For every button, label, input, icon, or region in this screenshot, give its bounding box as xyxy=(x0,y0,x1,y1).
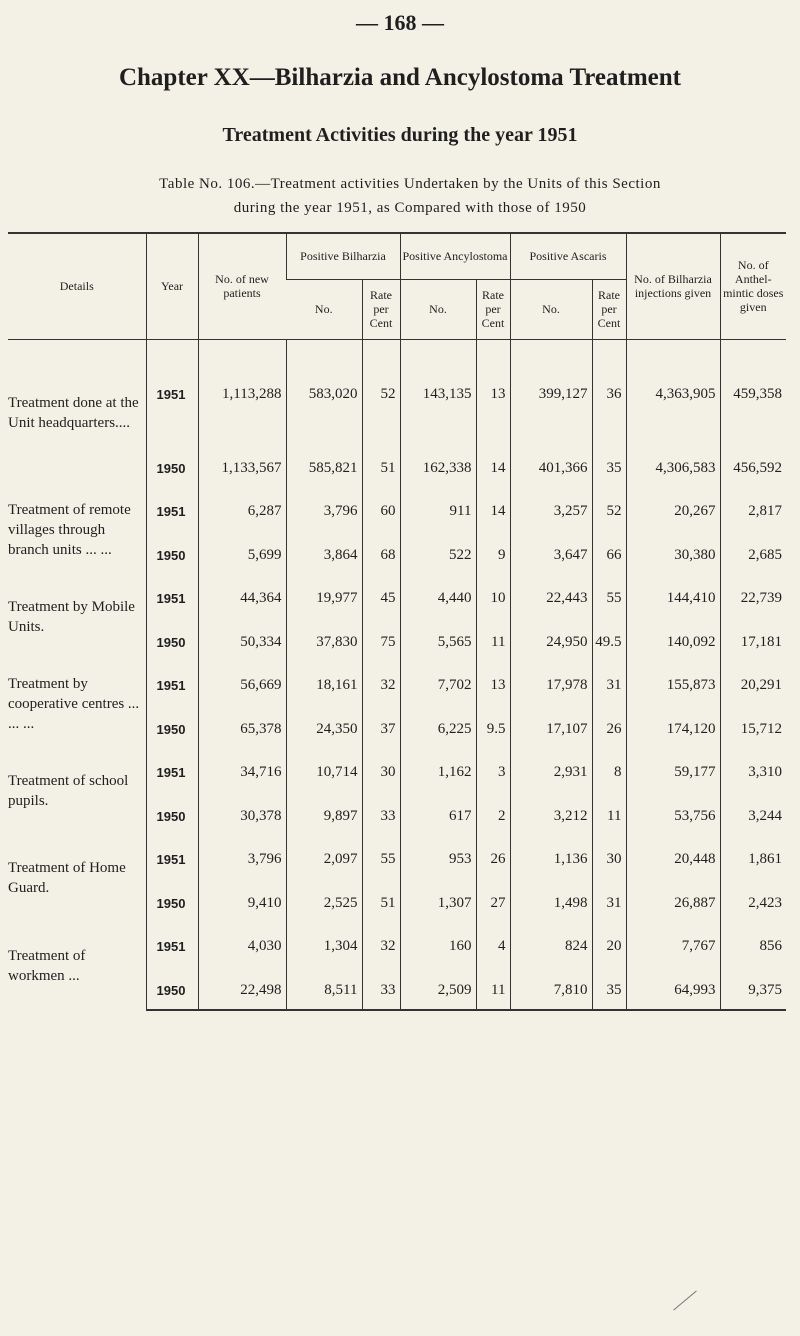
bilharzia-no-cell: 2,525 xyxy=(286,885,362,922)
ancylostoma-rate-cell: 2 xyxy=(476,798,510,835)
ancylostoma-no-cell: 143,135 xyxy=(400,339,476,450)
ancylostoma-no-cell: 4,440 xyxy=(400,574,476,624)
ascaris-rate-cell: 31 xyxy=(592,885,626,922)
ancylostoma-no-cell: 162,338 xyxy=(400,450,476,487)
ascaris-rate-cell: 35 xyxy=(592,450,626,487)
ancylostoma-rate-cell: 14 xyxy=(476,450,510,487)
bilharzia-rate-cell: 33 xyxy=(362,798,400,835)
ancylostoma-no-cell: 617 xyxy=(400,798,476,835)
ancylostoma-no-cell: 2,509 xyxy=(400,972,476,1010)
bilharzia-rate-cell: 75 xyxy=(362,624,400,661)
anthelmintic-cell: 856 xyxy=(720,922,786,972)
header-ascaris-no: No. xyxy=(510,279,592,339)
header-anthelmintic: No. of Anthel-mintic doses given xyxy=(720,233,786,339)
ascaris-no-cell: 2,931 xyxy=(510,748,592,798)
ascaris-no-cell: 17,978 xyxy=(510,661,592,711)
ancylostoma-no-cell: 522 xyxy=(400,537,476,574)
ascaris-no-cell: 401,366 xyxy=(510,450,592,487)
new-patients-cell: 65,378 xyxy=(198,711,286,748)
new-patients-cell: 4,030 xyxy=(198,922,286,972)
header-ancylostoma-rate: Rate per Cent xyxy=(476,279,510,339)
bilharzia-rate-cell: 30 xyxy=(362,748,400,798)
table-body xyxy=(8,339,786,1010)
chapter-title: Chapter XX—Bilharzia and Ancylostoma Treatment xyxy=(118,64,682,91)
injections-cell: 174,120 xyxy=(626,711,720,748)
anthelmintic-cell: 2,685 xyxy=(720,537,786,574)
bilharzia-rate-cell: 52 xyxy=(362,339,400,450)
ascaris-no-cell: 1,136 xyxy=(510,835,592,885)
ancylostoma-no-cell: 7,702 xyxy=(400,661,476,711)
header-new-patients: No. of new patients xyxy=(198,233,286,339)
row-group-label: Treatment of remote villages through branch units ... ... xyxy=(8,502,131,558)
injections-cell: 20,448 xyxy=(626,835,720,885)
table-row xyxy=(8,487,786,537)
ancylostoma-rate-cell: 14 xyxy=(476,487,510,537)
year-cell: 1951 xyxy=(146,487,198,537)
ascaris-no-cell: 1,498 xyxy=(510,885,592,922)
anthelmintic-cell: 456,592 xyxy=(720,450,786,487)
ascaris-no-cell: 824 xyxy=(510,922,592,972)
ascaris-no-cell: 3,647 xyxy=(510,537,592,574)
new-patients-cell: 3,796 xyxy=(198,835,286,885)
anthelmintic-cell: 3,244 xyxy=(720,798,786,835)
anthelmintic-cell: 2,423 xyxy=(720,885,786,922)
injections-cell: 155,873 xyxy=(626,661,720,711)
new-patients-cell: 50,334 xyxy=(198,624,286,661)
row-group-label: Treatment by cooperative centres ... ... ... xyxy=(8,676,140,732)
bilharzia-rate-cell: 33 xyxy=(362,972,400,1010)
bilharzia-rate-cell: 32 xyxy=(362,661,400,711)
bilharzia-rate-cell: 51 xyxy=(362,450,400,487)
year-cell: 1950 xyxy=(146,450,198,487)
ancylostoma-rate-cell: 11 xyxy=(476,972,510,1010)
new-patients-cell: 6,287 xyxy=(198,487,286,537)
ascaris-rate-cell: 30 xyxy=(592,835,626,885)
ancylostoma-rate-cell: 9 xyxy=(476,537,510,574)
injections-cell: 7,767 xyxy=(626,922,720,972)
year-cell: 1950 xyxy=(146,711,198,748)
injections-cell: 144,410 xyxy=(626,574,720,624)
ancylostoma-rate-cell: 9.5 xyxy=(476,711,510,748)
bilharzia-rate-cell: 60 xyxy=(362,487,400,537)
row-group-label: Treatment done at the Unit headquarters.... xyxy=(8,395,139,431)
ascaris-rate-cell: 8 xyxy=(592,748,626,798)
injections-cell: 53,756 xyxy=(626,798,720,835)
bilharzia-no-cell: 18,161 xyxy=(286,661,362,711)
new-patients-cell: 22,498 xyxy=(198,972,286,1010)
bilharzia-rate-cell: 51 xyxy=(362,885,400,922)
ascaris-rate-cell: 66 xyxy=(592,537,626,574)
new-patients-cell: 1,113,288 xyxy=(198,339,286,450)
ascaris-rate-cell: 11 xyxy=(592,798,626,835)
header-bilharzia-rate: Rate per Cent xyxy=(362,279,400,339)
ascaris-rate-cell: 31 xyxy=(592,661,626,711)
row-group-label: Treatment of school pupils. xyxy=(8,773,129,809)
row-group-label: Treatment of workmen ... xyxy=(8,947,86,984)
ancylostoma-no-cell: 1,162 xyxy=(400,748,476,798)
bilharzia-no-cell: 10,714 xyxy=(286,748,362,798)
row-group-label: Treatment by Mobile Units. xyxy=(8,599,135,635)
ascaris-rate-cell: 36 xyxy=(592,339,626,450)
table-row xyxy=(8,835,786,885)
table-row xyxy=(8,661,786,711)
header-year: Year xyxy=(146,233,198,339)
pencil-mark xyxy=(673,1290,697,1310)
ascaris-no-cell: 399,127 xyxy=(510,339,592,450)
bilharzia-no-cell: 2,097 xyxy=(286,835,362,885)
injections-cell: 4,363,905 xyxy=(626,339,720,450)
injections-cell: 4,306,583 xyxy=(626,450,720,487)
injections-cell: 140,092 xyxy=(626,624,720,661)
anthelmintic-cell: 2,817 xyxy=(720,487,786,537)
treatment-table xyxy=(8,232,786,1011)
bilharzia-no-cell: 19,977 xyxy=(286,574,362,624)
anthelmintic-cell: 22,739 xyxy=(720,574,786,624)
injections-cell: 20,267 xyxy=(626,487,720,537)
new-patients-cell: 5,699 xyxy=(198,537,286,574)
anthelmintic-cell: 17,181 xyxy=(720,624,786,661)
bilharzia-no-cell: 583,020 xyxy=(286,339,362,450)
ascaris-rate-cell: 55 xyxy=(592,574,626,624)
ancylostoma-rate-cell: 10 xyxy=(476,574,510,624)
injections-cell: 59,177 xyxy=(626,748,720,798)
new-patients-cell: 34,716 xyxy=(198,748,286,798)
bilharzia-no-cell: 8,511 xyxy=(286,972,362,1010)
year-cell: 1950 xyxy=(146,537,198,574)
header-bilharzia-no: No. xyxy=(286,279,362,339)
year-cell: 1950 xyxy=(146,972,198,1010)
ascaris-rate-cell: 26 xyxy=(592,711,626,748)
new-patients-cell: 30,378 xyxy=(198,798,286,835)
page-number: — 168 — xyxy=(356,10,444,35)
anthelmintic-cell: 3,310 xyxy=(720,748,786,798)
ancylostoma-no-cell: 160 xyxy=(400,922,476,972)
injections-cell: 26,887 xyxy=(626,885,720,922)
header-injections: No. of Bilharzia injections given xyxy=(626,233,720,339)
ascaris-no-cell: 24,950 xyxy=(510,624,592,661)
table-row xyxy=(8,339,786,450)
bilharzia-no-cell: 585,821 xyxy=(286,450,362,487)
anthelmintic-cell: 1,861 xyxy=(720,835,786,885)
header-ascaris-rate: Rate per Cent xyxy=(592,279,626,339)
bilharzia-no-cell: 37,830 xyxy=(286,624,362,661)
bilharzia-rate-cell: 37 xyxy=(362,711,400,748)
year-cell: 1950 xyxy=(146,798,198,835)
table-caption xyxy=(60,172,760,220)
anthelmintic-cell: 9,375 xyxy=(720,972,786,1010)
year-cell: 1950 xyxy=(146,885,198,922)
year-cell: 1950 xyxy=(146,624,198,661)
table-caption-line1: Table No. 106.—Treatment activities Undertaken by the Units of this Section xyxy=(159,176,661,192)
ancylostoma-no-cell: 911 xyxy=(400,487,476,537)
bilharzia-rate-cell: 68 xyxy=(362,537,400,574)
row-group-label: Treatment of Home Guard. xyxy=(8,860,126,896)
anthelmintic-cell: 459,358 xyxy=(720,339,786,450)
header-details: Details xyxy=(8,233,146,339)
ancylostoma-no-cell: 1,307 xyxy=(400,885,476,922)
ascaris-no-cell: 7,810 xyxy=(510,972,592,1010)
anthelmintic-cell: 15,712 xyxy=(720,711,786,748)
ascaris-rate-cell: 35 xyxy=(592,972,626,1010)
table-row xyxy=(8,922,786,972)
new-patients-cell: 44,364 xyxy=(198,574,286,624)
ascaris-no-cell: 3,212 xyxy=(510,798,592,835)
bilharzia-rate-cell: 32 xyxy=(362,922,400,972)
ancylostoma-no-cell: 6,225 xyxy=(400,711,476,748)
ancylostoma-rate-cell: 13 xyxy=(476,661,510,711)
ancylostoma-no-cell: 5,565 xyxy=(400,624,476,661)
header-ascaris: Positive Ascaris xyxy=(510,233,626,279)
header-ancylostoma: Positive Ancylostoma xyxy=(400,233,510,279)
header-bilharzia: Positive Bilharzia xyxy=(286,233,400,279)
table-row xyxy=(8,574,786,624)
ascaris-rate-cell: 49.5 xyxy=(592,624,626,661)
year-cell: 1951 xyxy=(146,835,198,885)
ancylostoma-no-cell: 953 xyxy=(400,835,476,885)
ancylostoma-rate-cell: 27 xyxy=(476,885,510,922)
section-subtitle: Treatment Activities during the year 1951 xyxy=(222,124,578,146)
bilharzia-no-cell: 3,864 xyxy=(286,537,362,574)
header-ancylostoma-no: No. xyxy=(400,279,476,339)
injections-cell: 64,993 xyxy=(626,972,720,1010)
year-cell: 1951 xyxy=(146,574,198,624)
bilharzia-no-cell: 3,796 xyxy=(286,487,362,537)
bilharzia-rate-cell: 55 xyxy=(362,835,400,885)
ancylostoma-rate-cell: 4 xyxy=(476,922,510,972)
new-patients-cell: 1,133,567 xyxy=(198,450,286,487)
year-cell: 1951 xyxy=(146,339,198,450)
ancylostoma-rate-cell: 26 xyxy=(476,835,510,885)
table-caption-line2: during the year 1951, as Compared with those of 1950 xyxy=(233,200,587,216)
injections-cell: 30,380 xyxy=(626,537,720,574)
year-cell: 1951 xyxy=(146,748,198,798)
ascaris-no-cell: 22,443 xyxy=(510,574,592,624)
year-cell: 1951 xyxy=(146,922,198,972)
bilharzia-no-cell: 24,350 xyxy=(286,711,362,748)
ascaris-no-cell: 3,257 xyxy=(510,487,592,537)
table-row xyxy=(8,748,786,798)
ascaris-rate-cell: 52 xyxy=(592,487,626,537)
bilharzia-no-cell: 9,897 xyxy=(286,798,362,835)
bilharzia-no-cell: 1,304 xyxy=(286,922,362,972)
anthelmintic-cell: 20,291 xyxy=(720,661,786,711)
new-patients-cell: 56,669 xyxy=(198,661,286,711)
ancylostoma-rate-cell: 13 xyxy=(476,339,510,450)
new-patients-cell: 9,410 xyxy=(198,885,286,922)
bilharzia-rate-cell: 45 xyxy=(362,574,400,624)
ascaris-rate-cell: 20 xyxy=(592,922,626,972)
ancylostoma-rate-cell: 3 xyxy=(476,748,510,798)
year-cell: 1951 xyxy=(146,661,198,711)
ascaris-no-cell: 17,107 xyxy=(510,711,592,748)
ancylostoma-rate-cell: 11 xyxy=(476,624,510,661)
